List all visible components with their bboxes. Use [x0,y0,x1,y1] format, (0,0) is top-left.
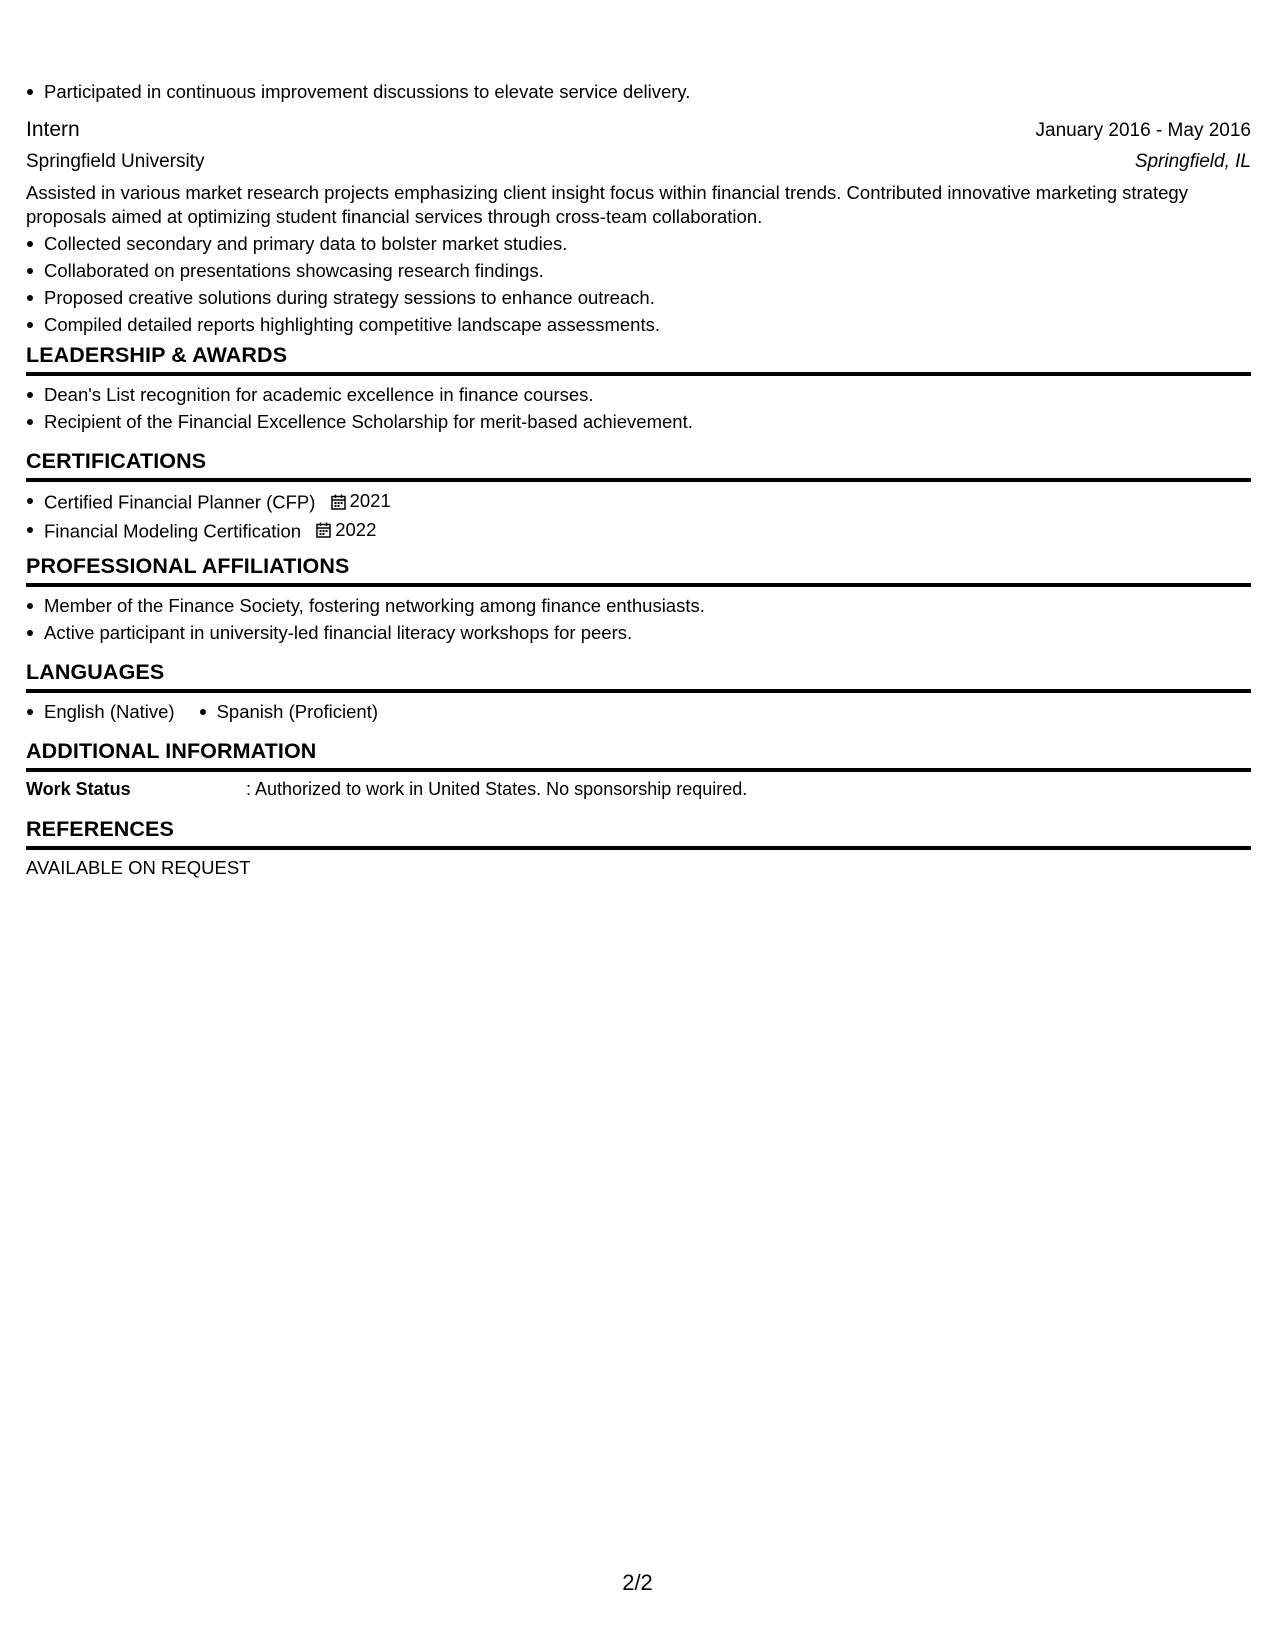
work-status-value: : Authorized to work in United States. No sponsorship required. [246,779,748,799]
calendar-icon [331,494,346,510]
leadership-list [26,381,1251,435]
cert-year-wrap [316,516,376,543]
page-number: 2/2 [622,1570,653,1595]
section-additional-info [26,736,1251,801]
section-references [26,814,1251,880]
section-heading: LEADERSHIP & AWARDS [26,340,1251,376]
previous-job-bullets [26,78,1251,105]
list-item: Dean's List recognition for academic excellence in finance courses. [26,381,1251,408]
list-item: Compiled detailed reports highlighting competitive landscape assessments. [26,311,1251,338]
job-location: Springfield, IL [1134,151,1251,172]
list-item: Proposed creative solutions during strategy sessions to enhance outreach. [26,284,1251,311]
section-affiliations [26,551,1251,646]
section-heading: ADDITIONAL INFORMATION [26,736,1251,772]
cert-year: 2021 [349,490,391,511]
job-summary: Assisted in various market research projects emphasizing client insight focus within financial trends. Contributed innovative marketing strategy proposals aimed at optimizing student financial services through cross-team collaboration. [26,182,1188,227]
list-item: Recipient of the Financial Excellence Scholarship for merit-based achievement. [26,408,1251,435]
list-item: Collaborated on presentations showcasing research findings. [26,257,1251,284]
list-item: Active participant in university-led financial literacy workshops for peers. [26,619,1251,646]
list-item [26,487,1251,516]
section-heading: PROFESSIONAL AFFILIATIONS [26,551,1251,587]
references-text: AVAILABLE ON REQUEST [26,857,251,878]
work-status-row [26,777,1251,801]
section-heading: REFERENCES [26,814,1251,850]
affiliations-list [26,592,1251,646]
list-item: English (Native) [26,698,175,725]
job-bullets [26,230,1251,338]
cert-name: Certified Financial Planner (CFP) [44,491,316,513]
job-entry-intern [26,116,1251,338]
section-certifications [26,446,1251,544]
section-languages [26,657,1251,725]
section-heading: CERTIFICATIONS [26,446,1251,482]
list-item: Member of the Finance Society, fostering networking among finance enthusiasts. [26,592,1251,619]
list-item [26,516,1251,545]
calendar-icon [316,522,331,538]
section-leadership [26,340,1251,435]
certifications-list [26,487,1251,544]
cert-year: 2022 [335,518,377,540]
cert-year-wrap [331,487,391,514]
work-status-label: Work Status [26,779,131,799]
list-item: Collected secondary and primary data to bolster market studies. [26,230,1251,257]
list-item: Participated in continuous improvement discussions to elevate service delivery. [26,78,1251,105]
list-item: Spanish (Proficient) [199,698,378,725]
job-dates: January 2016 - May 2016 [1035,120,1251,141]
job-title: Intern [26,118,80,141]
section-heading: LANGUAGES [26,657,1251,693]
languages-list [26,698,1251,725]
job-org-row [26,149,1251,175]
cert-name: Financial Modeling Certification [44,520,302,541]
job-organization: Springfield University [26,151,205,172]
job-header-row [26,116,1251,145]
